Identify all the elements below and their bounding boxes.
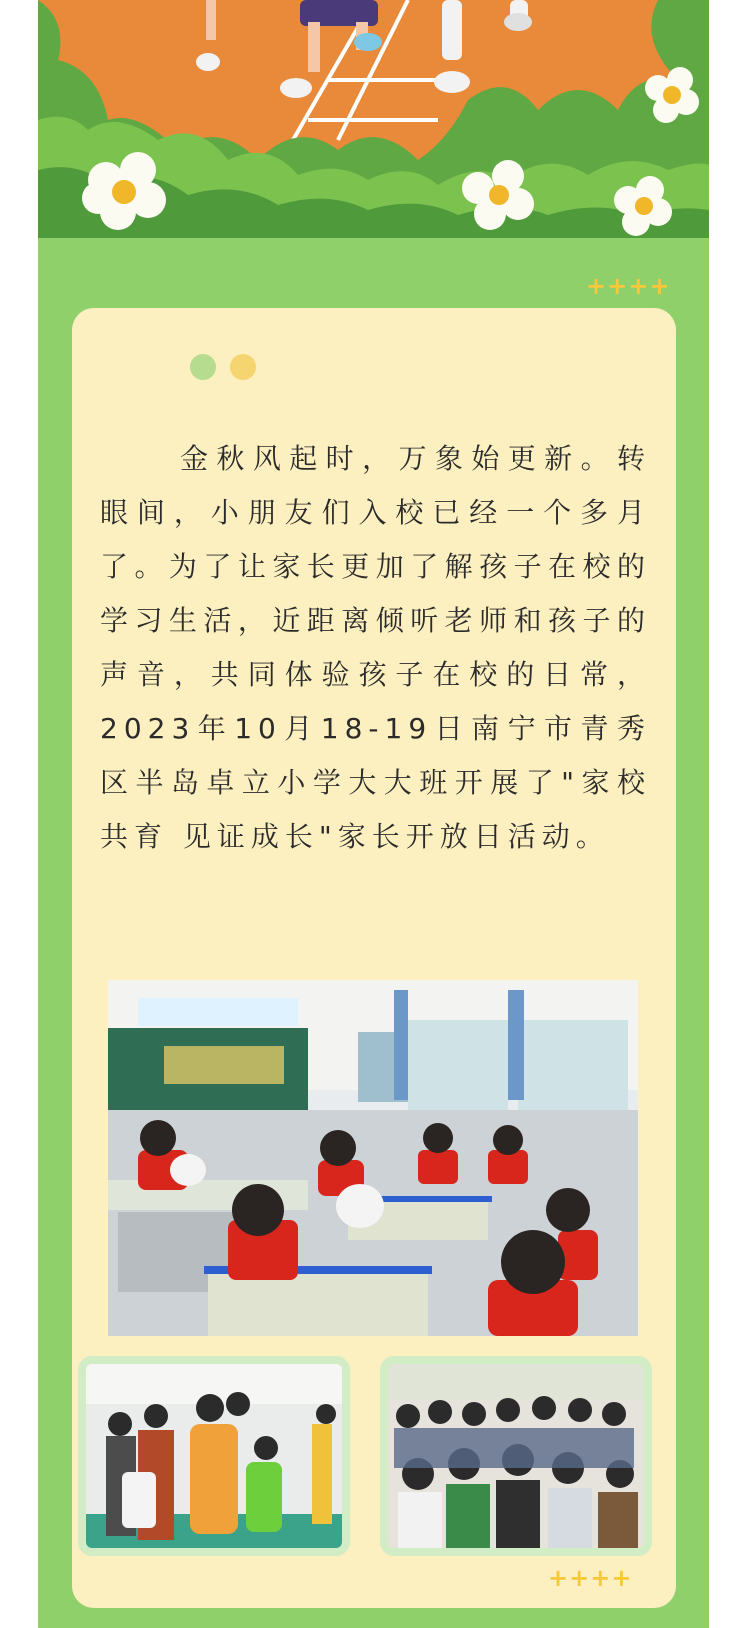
yellow-dot-icon <box>230 354 256 380</box>
hallway-photo[interactable] <box>78 1356 350 1556</box>
content-card <box>72 308 676 1608</box>
classroom-photo[interactable] <box>108 980 638 1336</box>
green-dot-icon <box>190 354 216 380</box>
plus-decoration-top: ++++ <box>586 272 671 300</box>
plus-decoration-bottom: ++++ <box>548 1564 633 1592</box>
article-paragraph: 金秋风起时，万象始更新。转眼间，小朋友们入校已经一个多月了。为了让家长更加了解孩子在校的学习生活，近距离倾听老师和孩子的声音，共同体验孩子在校的日常，2023年10月18-19日南宁市青秀区半岛卓立小学大大班开展了"家校共育 见证成长"家长开放日活动。 <box>100 442 651 853</box>
banner-illustration <box>38 0 709 238</box>
parents-audience-photo[interactable] <box>380 1356 652 1556</box>
green-frame <box>38 0 709 1628</box>
